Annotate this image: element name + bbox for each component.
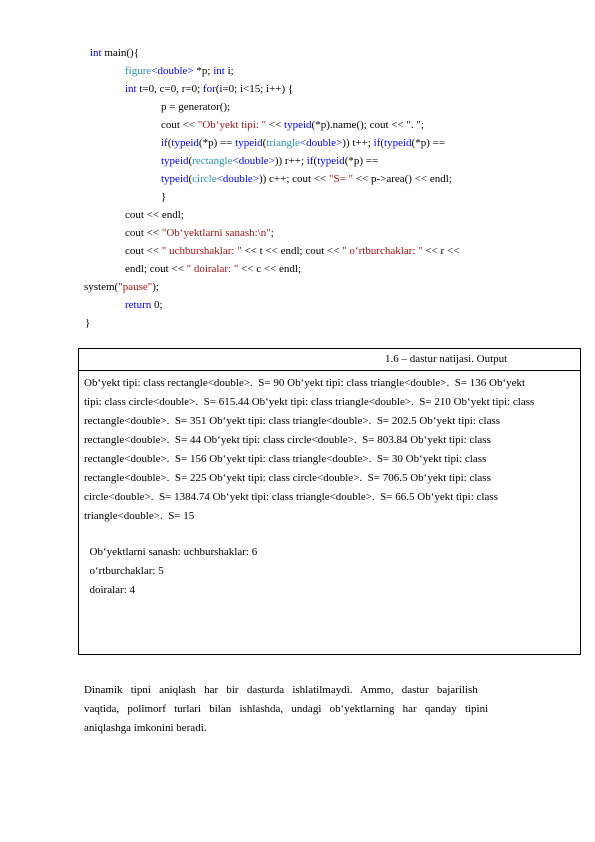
code-line: cout << endl;	[125, 209, 184, 221]
output-line: tipi: class circle<double>. S= 615.44 Ob‘yekt tipi: class triangle<double>. S= 210 Ob‘yekt tipi: class	[84, 396, 535, 408]
output-line: circle<double>. S= 1384.74 Ob‘yekt tipi: class triangle<double>. S= 66.5 Ob‘yekt tipi: class	[84, 491, 498, 503]
paragraph-line: aniqlashga imkonini beradi.	[84, 722, 207, 734]
code-line: }	[85, 317, 91, 329]
output-table-header	[79, 349, 580, 371]
code-line: cout << "Ob‘yektlarni sanash:\n";	[125, 227, 274, 239]
code-line: typeid(circle<double>)) c++; cout << "S= " << p->area() << endl;	[161, 173, 452, 185]
output-table	[78, 348, 581, 655]
output-summary-line: Ob‘yektlarni sanash: uchburshaklar: 6	[84, 546, 258, 558]
code-line: figure<double> *p; int i;	[125, 65, 234, 77]
code-line: if(typeid(*p) == typeid(triangle<double>)) t++; if(typeid(*p) ==	[161, 137, 446, 149]
output-summary-line: o‘rtburchaklar: 5	[84, 565, 164, 577]
code-line: }	[161, 191, 167, 203]
output-line: triangle<double>. S= 15	[84, 510, 195, 522]
code-line: int t=0, c=0, r=0; for(i=0; i<15; i++) {	[125, 83, 294, 95]
code-line: return 0;	[125, 299, 163, 311]
paragraph-line: Dinamik tipni aniqlash har bir dasturda ishlatilmaydi. Ammo, dastur bajarilish	[84, 684, 478, 696]
code-line: int main(){	[90, 47, 139, 59]
code-line: cout << " uchburshaklar: " << t << endl; cout << " o‘rtburchaklar: " << r <<	[125, 245, 460, 257]
code-line: cout << "Ob‘yekt tipi: " << typeid(*p).name(); cout << ". ";	[161, 119, 424, 131]
code-line: typeid(rectangle<double>)) r++; if(typeid(*p) ==	[161, 155, 379, 167]
code-line: p = generator();	[161, 101, 231, 113]
paragraph-line: vaqtida, polimorf turlari bilan ishlashda, undagi ob‘yektlarning har qanday tipini	[84, 703, 489, 715]
output-line: rectangle<double>. S= 351 Ob‘yekt tipi: class triangle<double>. S= 202.5 Ob‘yekt tipi: class	[84, 415, 501, 427]
output-line: rectangle<double>. S= 44 Ob‘yekt tipi: class circle<double>. S= 803.84 Ob‘yekt tipi: class	[84, 434, 491, 446]
output-line: Ob‘yekt tipi: class rectangle<double>. S= 90 Ob‘yekt tipi: class triangle<double>. S= 136 Ob‘yekt	[84, 377, 526, 389]
code-line: endl; cout << " doiralar: " << c << endl;	[125, 263, 302, 275]
output-line: rectangle<double>. S= 225 Ob‘yekt tipi: class circle<double>. S= 706.5 Ob‘yekt tipi: class	[84, 472, 491, 484]
code-line: system("pause");	[84, 281, 159, 293]
output-summary-line: doiralar: 4	[84, 584, 136, 596]
output-line: rectangle<double>. S= 156 Ob‘yekt tipi: class triangle<double>. S= 30 Ob‘yekt tipi: class	[84, 453, 487, 465]
output-table-title: 1.6 – dastur natijasi. Output	[385, 353, 508, 365]
